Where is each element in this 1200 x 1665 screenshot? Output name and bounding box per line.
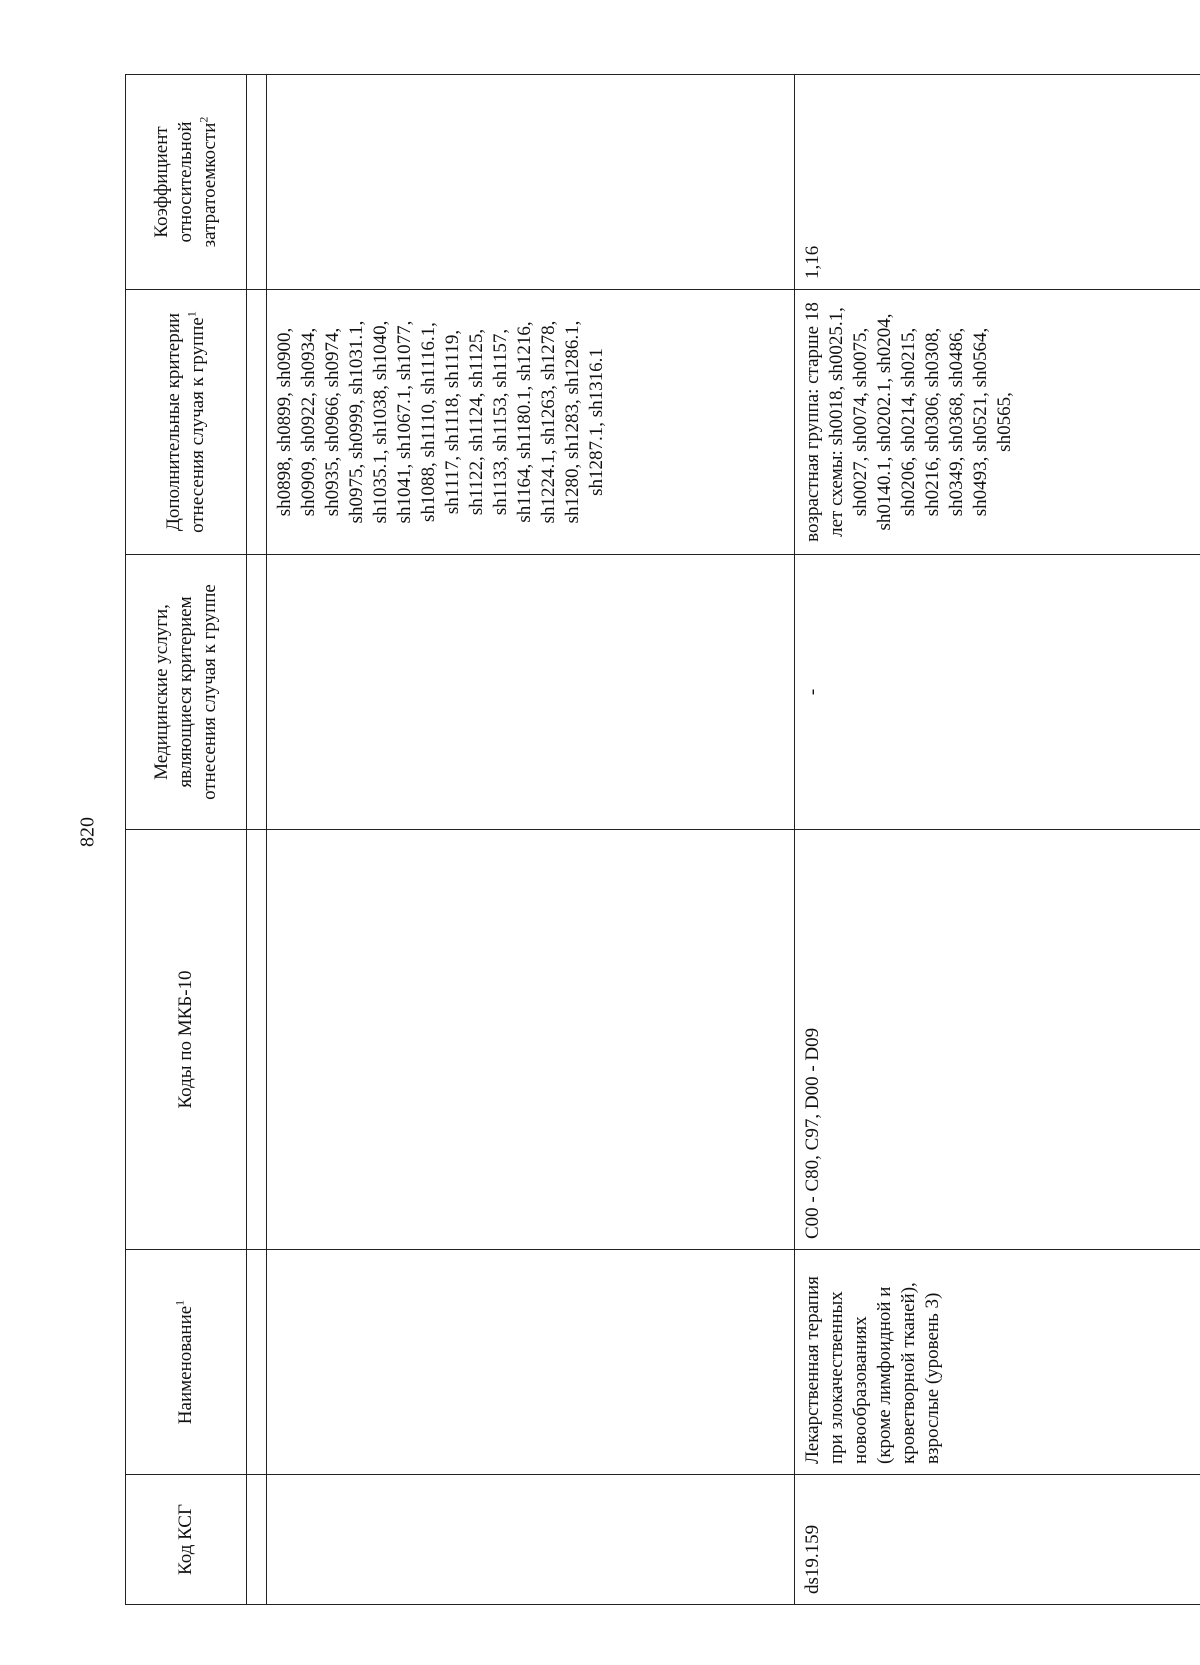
cell-code: ds19.159 — [795, 1475, 1200, 1605]
cell-name: Лекарственная терапия при злокачественных новообразованиях (кроме лимфоидной и кроветворной тканей), взрослые (уровень 3) — [795, 1250, 1200, 1475]
ksg-table — [125, 74, 1200, 1605]
header-services: Медицинские услуги, являющиеся критерием отнесения случая к группе — [126, 555, 247, 830]
cell-code — [267, 1475, 795, 1605]
cell-criteria: возрастная группа: старше 18 лет схемы: sh0018, sh0025.1, sh0027, sh0074, sh0075, sh0140.1, sh0202.1, sh0204, sh0206, sh0214, sh0215, sh0216, sh0306, sh0308, sh0349, sh0368, sh0486, sh0493, sh0521, sh0564, sh0565, — [795, 290, 1200, 555]
table-row — [795, 75, 1200, 1605]
cell-services: - — [795, 555, 1200, 830]
page-number: 820 — [76, 817, 99, 847]
cell-criteria: sh0898, sh0899, sh0900, sh0909, sh0922, sh0934, sh0935, sh0966, sh0974, sh0975, sh0999, sh1031.1, sh1035.1, sh1038, sh1040, sh1041, sh1067.1, sh1077, sh1088, sh1110, sh1116.1, sh1117, sh1118, sh1119, sh1122, sh1124, sh1125, sh1133, sh1153, sh1157, sh1164, sh1180.1, sh1216, sh1224.1, sh1263, sh1278, sh1280, sh1283, sh1286.1, sh1287.1, sh1316.1 — [267, 290, 795, 555]
table-spacer-row — [246, 75, 266, 1605]
header-mkb: Коды по МКБ-10 — [126, 830, 247, 1250]
cell-coef — [267, 75, 795, 290]
ksg-table-wrapper — [125, 75, 1200, 1605]
cell-mkb — [267, 830, 795, 1250]
cell-services — [267, 555, 795, 830]
header-name: Наименование$^1$ — [126, 1250, 247, 1475]
table-header-row — [126, 75, 247, 1605]
header-criteria: Дополнительные критерии отнесения случая к группе$^1$ — [126, 290, 247, 555]
cell-mkb: C00 - C80, C97, D00 - D09 — [795, 830, 1200, 1250]
header-coef: Коэффициент относительной затратоемкости$^2$ — [126, 75, 247, 290]
header-code: Код КСГ — [126, 1475, 247, 1605]
table-row — [267, 75, 795, 1605]
cell-coef: 1,16 — [795, 75, 1200, 290]
cell-name — [267, 1250, 795, 1475]
